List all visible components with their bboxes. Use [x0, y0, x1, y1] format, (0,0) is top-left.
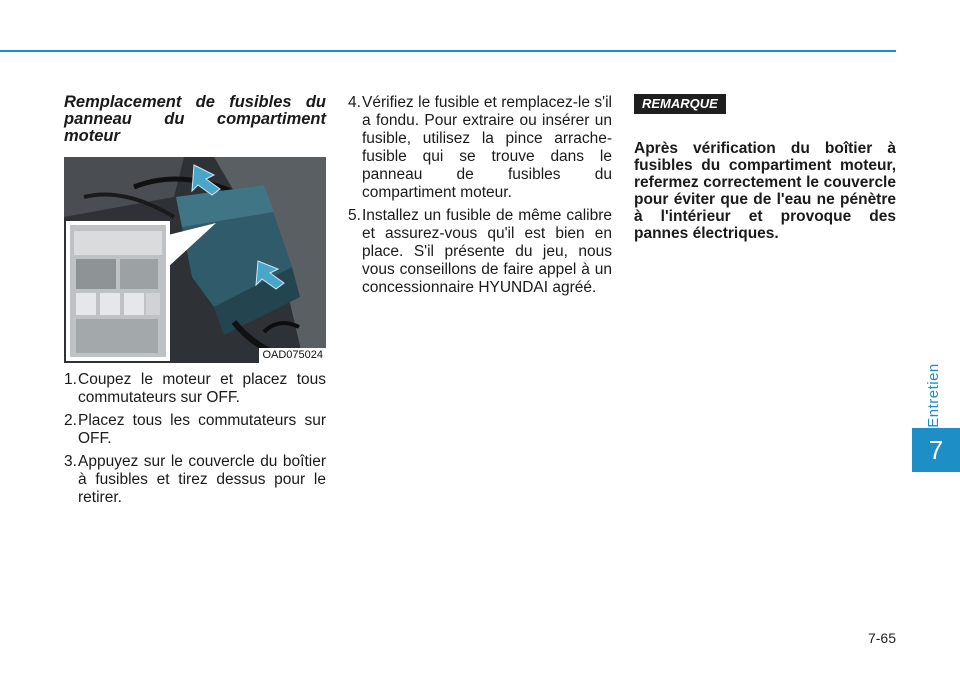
- photo-reference-code: OAD075024: [259, 348, 326, 363]
- list-item: [348, 207, 612, 297]
- list-item: [348, 94, 612, 202]
- chapter-tab: [912, 428, 960, 472]
- list-item: [64, 371, 326, 407]
- steps-list-middle: [348, 94, 612, 297]
- step-number: 5.: [348, 207, 361, 224]
- column-middle: [348, 94, 612, 302]
- section-label-text: Entretien: [924, 362, 942, 428]
- engine-fuse-box-photo: [64, 157, 326, 363]
- step-text: Coupez le moteur et placez tous commutateurs sur OFF.: [78, 371, 326, 406]
- header-rule: [0, 50, 896, 52]
- remark-text: Après vérification du boîtier à fusibles du compartiment moteur, refermez correctement le couvercle pour éviter que de l'eau ne pénètre à l'intérieur et provoque des pannes électriques.: [634, 139, 896, 242]
- column-right: [634, 94, 896, 257]
- step-number: 2.: [64, 412, 77, 429]
- column-left: [64, 94, 326, 512]
- chapter-number: 7: [928, 434, 944, 465]
- step-text: Appuyez sur le couvercle du boîtier à fusibles et tirez dessus pour le retirer.: [78, 453, 326, 506]
- step-number: 4.: [348, 94, 361, 111]
- step-text: Placez tous les commutateurs sur OFF.: [78, 412, 326, 447]
- page-number: 7-65: [867, 630, 896, 646]
- remark-badge: REMARQUE: [634, 94, 726, 114]
- step-text: Installez un fusible de même calibre et assurez-vous qu'il est bien en place. S'il présente du jeu, nous vous conseillons de faire appel à un concessionnaire HYUNDAI agréé.: [362, 207, 612, 296]
- step-number: 1.: [64, 371, 77, 388]
- section-label: [918, 360, 948, 430]
- section-heading: Remplacement de fusibles du panneau du compartiment moteur: [64, 93, 326, 145]
- fuse-box-illustration: [64, 157, 326, 363]
- list-item: [64, 412, 326, 448]
- step-number: 3.: [64, 453, 77, 470]
- step-text: Vérifiez le fusible et remplacez-le s'il a fondu. Pour extraire ou insérer un fusible, utilisez la pince arrache-fusible qui se trouve dans le panneau de fusibles du compartiment moteur.: [362, 94, 612, 201]
- steps-list-left: [64, 371, 326, 507]
- list-item: [64, 453, 326, 507]
